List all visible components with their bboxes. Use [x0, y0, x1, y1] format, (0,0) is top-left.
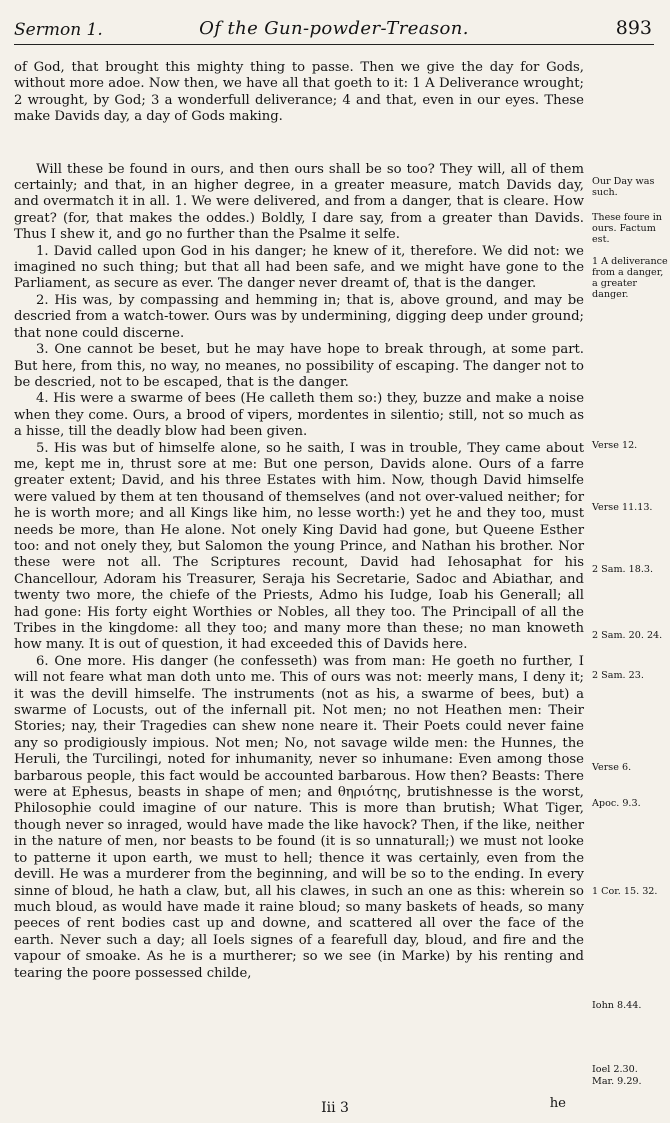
sermon-label: Sermon 1. — [14, 20, 103, 40]
margin-note: 1 A deliverance from a danger, a greater danger. — [592, 256, 668, 300]
margin-note: 2 Sam. 23. — [592, 670, 644, 681]
body-text — [14, 60, 584, 982]
catchword: he — [549, 1096, 566, 1111]
margin-note: Apoc. 9.3. — [592, 798, 641, 809]
margin-note: These foure in ours. Factum est. — [592, 212, 662, 245]
margin-note: Ioel 2.30. — [592, 1064, 638, 1075]
paragraph: 3. One cannot be beset, but he may have hope to break through, at some part. But here, from this, no way, no meanes, no possibility of escaping. The danger not to be descried, not to be escaped, that is the danger. — [14, 342, 584, 390]
margin-note: 2 Sam. 20. 24. — [592, 630, 663, 641]
signature-mark: Iii 3 — [321, 1100, 349, 1116]
margin-note: Mar. 9.29. — [592, 1076, 642, 1087]
page-title: Of the Gun-powder-Treason. — [199, 18, 469, 39]
paragraph: 2. His was, by compassing and hemming in; that is, above ground, and may be descried from a watch-tower. Ours was by undermining, digging deep under ground; that none could discerne. — [14, 292, 584, 341]
paragraph: Will these be found in ours, and then ours shall be so too? They will, all of them certainly; and that, in an higher degree, in a greater measure, match Davids day, and overmatch it in all. 1. We were delivered, and from a danger, that is cleare. How great? (for, that makes the oddes.) Boldly, I dare say, from a greater than Davids. Thus I shew it, and go no further than the Psalme it selfe. — [14, 161, 584, 243]
paragraph: 1. David called upon God in his danger; he knew of it, therefore. We did not: we imagined no such thing; but that all had been safe, and we might have gone to the Parliament, as secure as ever. The danger never dreamt of, that is the danger. — [14, 243, 584, 292]
margin-note: Verse 12. — [592, 440, 638, 451]
margin-note: Our Day was such. — [592, 176, 655, 198]
paragraph: 6. One more. His danger (he confesseth) was from man: He goeth no further, I will not feare what man doth unto me. This of ours was not: meerly mans, I deny it; it was the devill himselfe. The instruments (not as his, a swarme of bees, but) a swarme of Locusts, out of the infernall pit. Not men; no not Heathen men: Their Stories; nay, their Tragedies can shew none neare it. Their Poets could never faine any so prodigiously impious. Not men; No, not savage wilde men: the Hunnes, the Heruli, the Turcilingi, noted for inhumanity, never so inhumane: Even among those barbarous people, this fact would be accounted barbarous. How then? Beasts: There were at Ephesus, beasts in shape of men; and θηριότης, brutishnesse is the worst, Philosophie could imagine of our nature. This is more than brutish; What Tiger, though never so inraged, would have made the like havock? Then, if the like, neither in the nature of men, nor beasts to be found (it is so unnaturall;) we must not looke to patterne it upon earth, we must to hell; thence it was certainly, even from the devill. He was a murderer from the beginning, and will be so to the ending. In every sinne of bloud, he hath a claw, but, all his clawes, in such an one as this: wherein so much bloud, as would have made it raine bloud; so many baskets of heads, so many peeces of rent bodies cast up and downe, and scattered all over the face of the earth. Never such a day; all Ioels signes of a fearefull day, bloud, and fire and the vapour of smoake. As he is a murtherer; so we see (in Marke) by his renting and tearing the poore possessed childe, — [14, 653, 584, 981]
page-number: 893 — [615, 17, 652, 39]
paragraph: 4. His were a swarme of bees (He calleth them so:) they, buzze and make a noise when they come. Ours, a brood of vipers, mordentes in silentio; still, not so much as a hisse, till the deadly blow had been given. — [14, 391, 584, 440]
margin-note: Verse 6. — [592, 762, 632, 773]
paragraph: 5. His was but of himselfe alone, so he saith, I was in trouble, They came about me, kept me in, thrust sore at me: But one person, Davids alone. Ours of a farre greater extent; David, and his three Estates with him. Now, though David himselfe were valued by them at ten thousand of themselves (and not over-valued neither; for he is worth more; and all Kings like him, no lesse worth:) yet he and they too, must needs be more, than He alone. Not onely King David had gone, but Queene Esther too: and not onely they, but Salomon the young Prince, and Nathan his brother. Nor these were not all. The Scriptures recount, David had Iehosaphat for his Chancellour, Adoram his Treasurer, Seraja his Secretarie, Sadoc and Abiathar, and twenty two more, the chiefe of the Priests, Admo his Iudge, Ioab his Generall; all had gone: His forty eight Worthies or Nobles, all they too. The Principall of all the Tribes in the kingdome: all they too; and many more than these; no man knoweth how many. It is out of question, it had exceeded this of Davids here. — [14, 440, 584, 653]
margin-note: Iohn 8.44. — [592, 1000, 642, 1011]
margin-note: Verse 11.13. — [592, 502, 653, 513]
paragraph: of God, that brought this mighty thing to passe. Then we give the day for Gods, without more adoe. Now then, we have all that goeth to it: 1 A Deliverance wrought; 2 wrought, by God; 3 a wonderfull deliverance; 4 and that, even in our eyes. These make Davids day, a day of Gods making. — [14, 60, 584, 125]
margin-note: 2 Sam. 18.3. — [592, 564, 654, 575]
margin-note: 1 Cor. 15. 32. — [592, 886, 658, 897]
running-header — [14, 14, 654, 45]
